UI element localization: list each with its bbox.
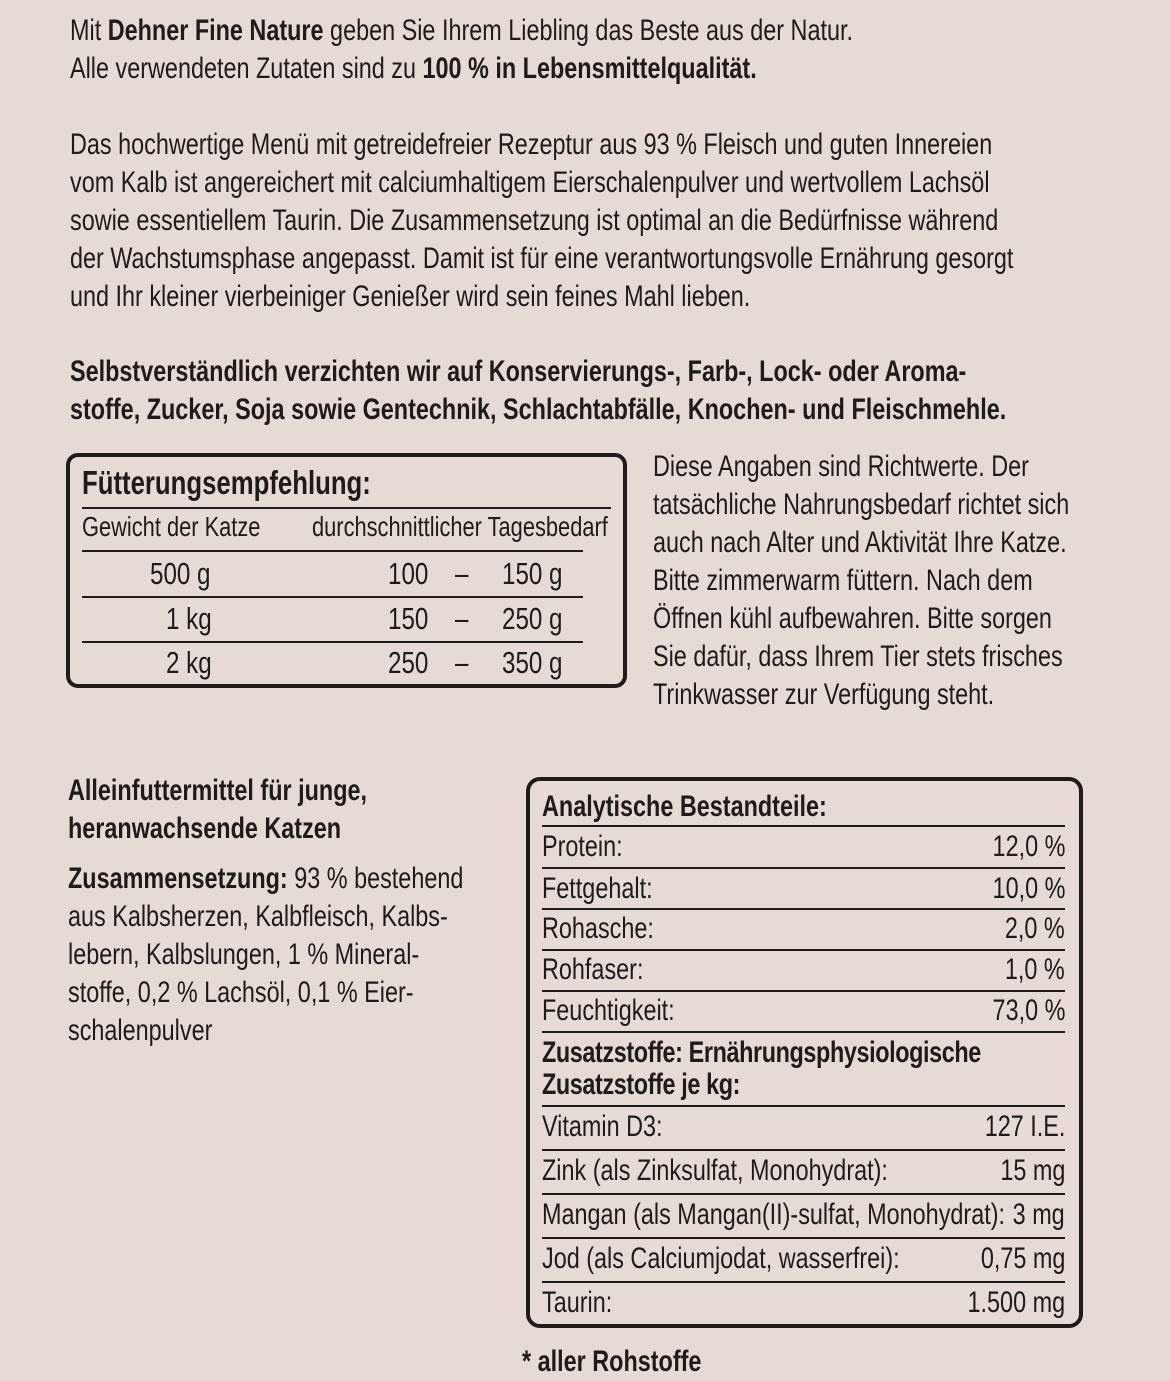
divider	[82, 550, 583, 552]
intro	[70, 12, 1074, 88]
description-line: sowie essentiellem Taurin. Die Zusammensetzung ist optimal an die Bedürfnisse während	[70, 204, 999, 237]
exclusions-line: Selbstverständlich verzichten wir auf Konservierungs-, Farb-, Lock- oder Aroma-	[70, 355, 967, 388]
description-line: Das hochwertige Menü mit getreidefreier Rezeptur aus 93 % Fleisch und guten Innereien	[70, 128, 993, 161]
additives-heading: Zusatzstoffe: Ernährungsphysiologische	[542, 1036, 981, 1069]
row-from: 150	[388, 601, 429, 636]
analysis-title: Analytische Bestandteile:	[542, 790, 827, 823]
composition-line: stoffe, 0,2 % Lachsöl, 0,1 % Eier-	[68, 976, 414, 1009]
intro-text: Mit	[70, 14, 108, 47]
column-header-weight: Gewicht der Katze	[82, 511, 261, 542]
additive-row: Vitamin D3: 127 I.E.	[542, 1110, 1065, 1143]
row-dash: –	[455, 556, 469, 591]
row-to: 150 g	[502, 556, 563, 591]
note-line: Sie dafür, dass Ihrem Tier stets frisches	[653, 640, 1063, 673]
row-from: 100	[388, 556, 429, 591]
composition-line: lebern, Kalbslungen, 1 % Mineral-	[68, 938, 420, 971]
feeding-title: Fütterungsempfehlung:	[82, 464, 371, 501]
additive-row: Zink (als Zinksulfat, Monohydrat): 15 mg	[542, 1154, 1065, 1187]
product-type-heading: Alleinfuttermittel für junge,	[68, 774, 368, 807]
additive-row: Mangan (als Mangan(II)-sulfat, Monohydrat): 3 mg	[542, 1198, 1065, 1231]
feeding-note	[653, 448, 1170, 714]
analysis-row: Rohasche: 2,0 %	[542, 912, 1065, 945]
row-to: 350 g	[502, 645, 563, 680]
description-line: und Ihr kleiner vierbeiniger Genießer wird sein feines Mahl lieben.	[70, 280, 751, 313]
row-weight: 500 g	[150, 556, 211, 591]
note-line: auch nach Alter und Aktivität Ihre Katze.	[653, 526, 1067, 559]
column-header-daily: durchschnittlicher Tagesbedarf	[312, 511, 608, 542]
exclusions-line: stoffe, Zucker, Soja sowie Gentechnik, Schlachtabfälle, Knochen- und Fleischmehle.	[70, 393, 1007, 426]
composition-line: schalenpulver	[68, 1014, 213, 1047]
brand-name: Dehner Fine Nature	[107, 14, 324, 47]
analysis-row: Rohfaser: 1,0 %	[542, 953, 1065, 986]
analysis-row: Fettgehalt: 10,0 %	[542, 872, 1065, 905]
intro-text: geben Sie Ihrem Liebling das Beste aus der Natur.	[323, 14, 853, 47]
divider	[542, 1031, 1065, 1033]
feeding-recommendation-table	[66, 453, 627, 688]
row-dash: –	[455, 601, 469, 636]
composition-label: Zusammensetzung:	[68, 862, 288, 895]
product-type-heading: heranwachsende Katzen	[68, 812, 342, 845]
description-line: der Wachstumsphase angepasst. Damit ist für eine verantwortungsvolle Ernährung gesorgt	[70, 242, 1014, 275]
intro-line-1	[70, 12, 1074, 50]
intro-text: Alle verwendeten Zutaten sind zu	[70, 52, 423, 85]
note-line: Öffnen kühl aufbewahren. Bitte sorgen	[653, 602, 1052, 635]
additive-row: Jod (als Calciumjodat, wasserfrei): 0,75 mg	[542, 1242, 1065, 1275]
composition-line: aus Kalbsherzen, Kalbfleisch, Kalbs-	[68, 900, 448, 933]
row-from: 250	[388, 645, 429, 680]
composition	[68, 772, 575, 1050]
quality-claim: 100 % in Lebensmittelqualität.	[422, 52, 757, 85]
composition-text: 93 % bestehend	[287, 862, 464, 895]
note-line: Bitte zimmerwarm füttern. Nach dem	[653, 564, 1033, 597]
description-line: vom Kalb ist angereichert mit calciumhaltigem Eierschalenpulver und wertvollem Lachsöl	[70, 166, 990, 199]
analysis-row: Protein: 12,0 %	[542, 830, 1065, 863]
additive-row: Taurin: 1.500 mg	[542, 1286, 1065, 1319]
divider	[82, 596, 583, 598]
row-weight: 1 kg	[166, 601, 212, 636]
composition-line	[68, 860, 575, 898]
analytical-constituents-table	[526, 777, 1083, 1328]
description	[70, 126, 1170, 316]
row-weight: 2 kg	[166, 645, 212, 680]
footnote: * aller Rohstoffe	[522, 1345, 702, 1378]
row-to: 250 g	[502, 601, 563, 636]
note-line: Trinkwasser zur Verfügung steht.	[653, 678, 995, 711]
note-line: Diese Angaben sind Richtwerte. Der	[653, 450, 1029, 483]
additives-heading: Zusatzstoffe je kg:	[542, 1068, 741, 1101]
analysis-row: Feuchtigkeit: 73,0 %	[542, 994, 1065, 1027]
exclusions	[70, 353, 1170, 429]
note-line: tatsächliche Nahrungsbedarf richtet sich	[653, 488, 1070, 521]
intro-line-2	[70, 50, 1074, 88]
row-dash: –	[455, 645, 469, 680]
